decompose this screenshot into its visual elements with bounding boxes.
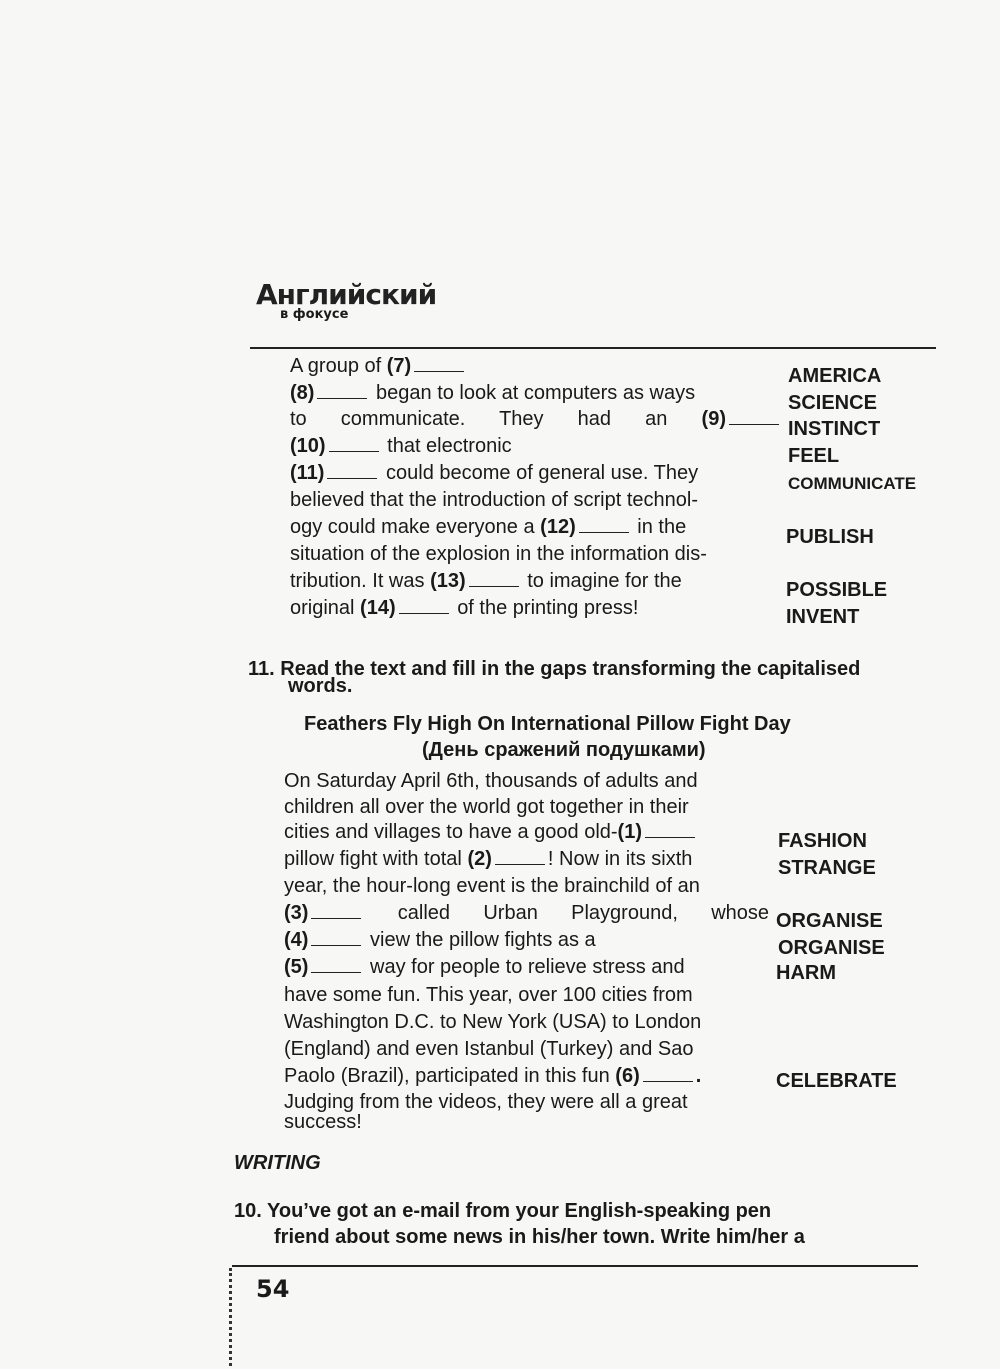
ex1-line-10: original (14) of the printing press! [290,597,639,619]
ex2-line-6: (3) called Urban Playground, whose [284,902,770,924]
ex2-line-11: (England) and even Istanbul (Turkey) and Sao [284,1038,694,1060]
keyword-feel: FEEL [788,445,840,467]
keyword-science: SCIENCE [788,392,877,414]
ex1-line-1: A group of (7) [290,355,467,378]
ex2-line-5: year, the hour-long event is the brainchild of an [284,875,700,897]
page-number: 54 [256,1275,290,1303]
ex2-line-14: success! [284,1111,362,1133]
keyword-america: AMERICA [788,365,882,387]
writing-heading: WRITING [234,1152,321,1174]
gap-11[interactable] [327,462,377,479]
keyword-publish: PUBLISH [786,526,874,548]
keyword-organise-2: ORGANISE [778,937,885,959]
ex2-line-3: cities and villages to have a good old-(1) [284,821,698,844]
ex2-line-7: (4) view the pillow fights as a [284,929,596,951]
gap-2[interactable] [495,848,545,865]
gap-6[interactable] [643,1065,693,1082]
footer-rule [232,1265,918,1267]
gap-12[interactable] [579,516,629,533]
gap-13[interactable] [469,570,519,587]
task-11-line-2: words. [288,675,353,697]
gap-14[interactable] [399,597,449,614]
ex1-line-5: (11) could become of general use. They [290,462,699,484]
keyword-celebrate: CELEBRATE [776,1070,897,1092]
ex1-line-3: to communicate. They had an (9) [290,408,782,431]
ex1-line-7: ogy could make everyone a (12) in the [290,516,687,538]
keyword-instinct: INSTINCT [788,418,881,440]
ex1-line-9: tribution. It was (13) to imagine for the [290,570,682,592]
logo-subtitle: в фокусе [280,307,349,322]
article-title: Feathers Fly High On International Pillow Fight Day [304,713,791,735]
writing-task-line-2: friend about some news in his/her town. Write him/her a [274,1226,805,1248]
header-rule [250,347,936,349]
gap-9[interactable] [729,408,779,425]
ex2-line-8: (5) way for people to relieve stress and [284,956,685,978]
ex2-line-9: have some fun. This year, over 100 cities from [284,984,693,1006]
dotted-margin [229,1268,232,1366]
book-logo [256,278,436,322]
gap-7[interactable] [414,355,464,372]
ex1-line-2: (8) began to look at computers as ways [290,382,696,404]
gap-5[interactable] [311,956,361,973]
keyword-communicate: COMMUNICATE [788,474,917,493]
writing-task-line-1: 10. You’ve got an e-mail from your English-speaking pen [234,1200,772,1222]
keyword-organise-1: ORGANISE [776,910,883,932]
keyword-harm: HARM [776,962,836,984]
gap-8[interactable] [317,382,367,399]
ex1-line-4: (10) that electronic [290,435,512,457]
keyword-possible: POSSIBLE [786,579,888,601]
ex2-line-12: Paolo (Brazil), participated in this fun (6) . [284,1065,702,1087]
ex1-line-8: situation of the explosion in the information dis- [290,543,707,565]
ex2-line-1: On Saturday April 6th, thousands of adults and [284,770,698,792]
task-11-line-1: 11. Read the text and fill in the gaps transforming the capitalised [248,658,861,680]
article-subtitle: (День сражений подушками) [422,739,706,761]
gap-1[interactable] [645,821,695,838]
ex2-line-10: Washington D.C. to New York (USA) to London [284,1011,702,1033]
gap-4[interactable] [311,929,361,946]
ex2-line-4: pillow fight with total (2) ! Now in its sixth [284,848,693,870]
gap-3[interactable] [311,902,361,919]
ex2-line-13: Judging from the videos, they were all a great [284,1091,688,1113]
logo-title: Английский [256,278,437,311]
keyword-strange: STRANGE [778,857,876,879]
gap-10[interactable] [329,435,379,452]
keyword-fashion: FASHION [778,830,867,852]
keyword-invent: INVENT [786,606,860,628]
ex2-line-2: children all over the world got together in their [284,796,689,818]
ex1-line-6: believed that the introduction of script technol- [290,489,699,511]
